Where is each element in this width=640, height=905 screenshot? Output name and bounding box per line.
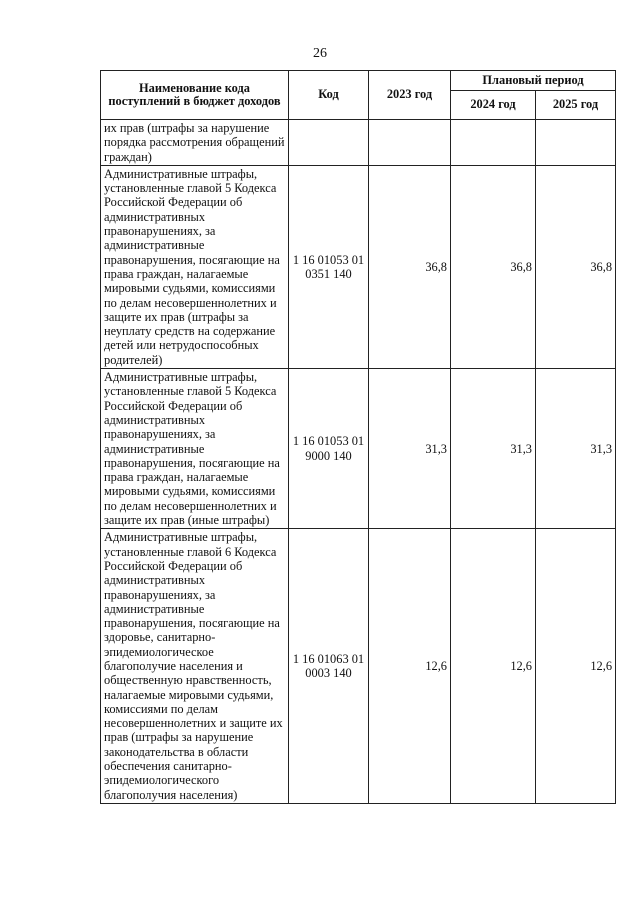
row-name: их прав (штрафы за нарушение порядка рассмотрения обращений граждан) bbox=[101, 120, 289, 166]
row-value-2025: 12,6 bbox=[536, 529, 616, 804]
table-row bbox=[101, 529, 616, 804]
budget-revenue-table bbox=[100, 70, 616, 804]
header-name: Наименование кода поступлений в бюджет доходов bbox=[101, 71, 289, 120]
row-value-2025: 36,8 bbox=[536, 165, 616, 368]
row-code: 1 16 01053 01 9000 140 bbox=[289, 369, 369, 529]
row-value-2024: 31,3 bbox=[451, 369, 536, 529]
row-code: 1 16 01063 01 0003 140 bbox=[289, 529, 369, 804]
table-row bbox=[101, 165, 616, 368]
row-value-2023: 36,8 bbox=[369, 165, 451, 368]
row-value-2024 bbox=[451, 120, 536, 166]
header-2023: 2023 год bbox=[369, 71, 451, 120]
page-number: 26 bbox=[313, 46, 327, 61]
row-name: Административные штрафы, установленные главой 5 Кодекса Российской Федерации об административных правонарушениях, за административные правонарушения, посягающие на права граждан, налагаемые мировыми судьями, комиссиями по делам несовершеннолетних и защите их прав (штрафы за неуплату средств на содержание детей или нетрудоспособных родителей) bbox=[101, 165, 289, 368]
row-value-2023 bbox=[369, 120, 451, 166]
table-row bbox=[101, 120, 616, 166]
row-name: Административные штрафы, установленные главой 6 Кодекса Российской Федерации об административных правонарушениях, за административные правонарушения, посягающие на здоровье, санитарно-эпидемиологическое благополучие населения и общественную нравственность, налагаемые мировыми судьями, комиссиями по делам несовершеннолетних и защите их прав (штрафы за нарушение законодательства в области обеспечения санитарно-эпидемиологического благополучия населения) bbox=[101, 529, 289, 804]
row-value-2024: 12,6 bbox=[451, 529, 536, 804]
header-2024: 2024 год bbox=[451, 91, 536, 120]
table-row bbox=[101, 369, 616, 529]
row-value-2023: 12,6 bbox=[369, 529, 451, 804]
row-name: Административные штрафы, установленные главой 5 Кодекса Российской Федерации об административных правонарушениях, за административные правонарушения, посягающие на права граждан, налагаемые мировыми судьями, комиссиями по делам несовершеннолетних и защите их прав (иные штрафы) bbox=[101, 369, 289, 529]
row-value-2025: 31,3 bbox=[536, 369, 616, 529]
row-code bbox=[289, 120, 369, 166]
row-value-2025 bbox=[536, 120, 616, 166]
header-planned-period: Плановый период bbox=[451, 71, 616, 91]
header-2025: 2025 год bbox=[536, 91, 616, 120]
row-value-2023: 31,3 bbox=[369, 369, 451, 529]
row-code: 1 16 01053 01 0351 140 bbox=[289, 165, 369, 368]
header-code: Код bbox=[289, 71, 369, 120]
row-value-2024: 36,8 bbox=[451, 165, 536, 368]
